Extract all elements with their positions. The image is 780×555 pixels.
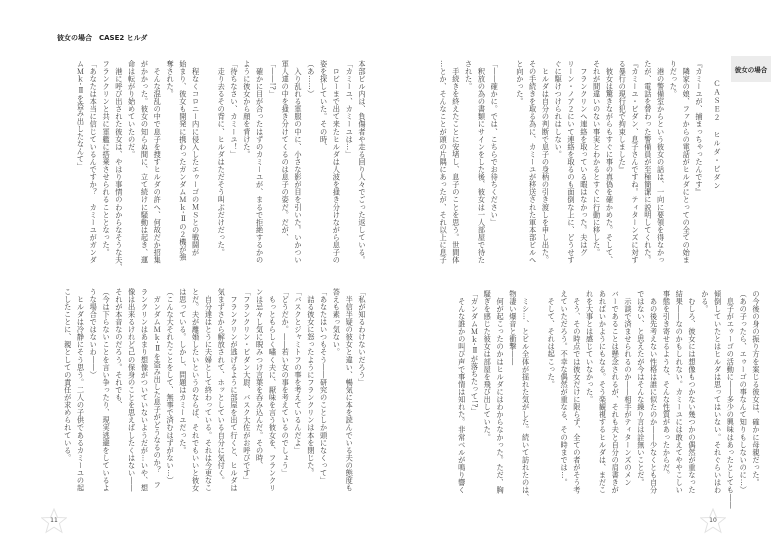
text-line: 自分達はとうに夫婦として終わっている。それは今更なこ bbox=[204, 288, 214, 492]
text-line: 結果――なのかもしれない。カミーユには敢えてややこしい bbox=[675, 290, 685, 494]
text-line: …とか、そんなことが頭の片隅にあったが、それ以上に息子 bbox=[439, 60, 449, 264]
text-line: それが間違いのない事実とわかるとすぐに行動に移した。 bbox=[592, 60, 602, 257]
text-line: かる。 bbox=[700, 290, 710, 313]
text-line: 入り乱れる軍服の中に、小さな影が目を引いた。いかつい bbox=[294, 60, 304, 264]
text-line: 釈放の為の書類にサインをした後、彼女は一人部屋で待た bbox=[477, 60, 487, 264]
text-line: 「――!?」 bbox=[268, 60, 278, 98]
paragraph-break bbox=[500, 60, 513, 272]
text-line: 彼女は驚きながらもすぐに事の真偽を確かめた。そして、 bbox=[605, 60, 615, 264]
text-line: 答えも素っ気ない。 bbox=[332, 288, 342, 356]
text-line: ンは忌々し気に睨みつけ言葉を呑み込んだ。その時、 bbox=[255, 288, 265, 470]
text-line: 『カミーユ・ビダン、息子さんですね。ティターンズに対す bbox=[631, 60, 641, 264]
text-line: あの後先考えない性格は誰に似たのか――少なくとも自分 bbox=[649, 290, 659, 494]
text-line: たが、電話を替わった警備員が至極簡潔に説明してくれた。 bbox=[643, 60, 653, 264]
text-line: 「フランクリン・ビダン大尉、バスク大佐がお呼びです」 bbox=[242, 288, 252, 485]
text-line: そんな混乱の中で息子を捜すヒルダの許へ、何故だか招集 bbox=[153, 60, 163, 264]
text-line: の今後の身の振り方を案じる彼女は、確かに母親だった。 bbox=[752, 290, 761, 487]
text-line: ではない、と思えたが今はそんな繰り言は詮無いことだ。 bbox=[636, 290, 646, 487]
text-line: ムＭｋ-Ⅱを盗み出したなんて」 bbox=[76, 60, 86, 171]
text-line: 「――確かに。では、こちらでお待ちください」 bbox=[490, 60, 500, 227]
text-line: もっともらしく嘯く夫に、厭味を言う彼女を、フランクリ bbox=[268, 288, 278, 492]
page-number-label: 11 bbox=[50, 517, 58, 524]
text-line: がかかった。彼女の知らぬ間に、立て続けに騒動は起き、運 bbox=[140, 60, 150, 264]
page-number-label: 10 bbox=[709, 517, 717, 524]
text-line: ように彼女から顔を背けた。 bbox=[242, 60, 252, 159]
text-line: 軍人達の中を掻き分けてくるのは息子の姿だ。だが、 bbox=[281, 60, 291, 242]
case-title: ＣＡＳＥ２ ヒルダ・ビダン bbox=[713, 80, 721, 191]
body-text-top bbox=[436, 60, 705, 272]
text-line: 港の警備室からという彼女の話は、一向に要領を得なかっ bbox=[656, 60, 666, 264]
text-line: 半信半疑の彼女と違い、暢気に本を読んでいる夫の態度も bbox=[345, 288, 355, 492]
text-line: リーン・ノア２にいて連絡を取るのも面倒な上に、どうせす bbox=[567, 60, 577, 264]
text-line: むしろ、彼女には想像もつかない幾つかの偶然が重なった bbox=[688, 290, 698, 494]
text-line: と向かった。 bbox=[515, 60, 525, 106]
text-line: 何が起こったのかはヒルダにはわからなかった。ただ、胸 bbox=[496, 290, 506, 494]
text-line: 本部ビル内は、負傷者や走る回り人々でごった返している。 bbox=[358, 60, 367, 264]
paragraph-break bbox=[532, 290, 545, 505]
text-line: ランクリンはあまり想像がついていないようだが…いや、想 bbox=[140, 288, 150, 492]
text-line: （あ……） bbox=[306, 60, 316, 98]
text-line: ガンダムＭｋ-Ⅱを盗み出した息子がどうなるのか？ フ bbox=[153, 288, 163, 489]
body-text-top bbox=[74, 60, 368, 270]
text-line: 事態を引き寄せるような、そんな性質があったからだ。 bbox=[662, 290, 672, 479]
text-line: フランクリンと共に軍艦に搭乗させられることとなった。 bbox=[102, 60, 112, 257]
text-line: 走り去るその背に、ヒルダはただそう叫ぶだけだった。 bbox=[217, 60, 227, 257]
text-line: あればいかようにもなる。そう楽観視するヒルダは、まだこ bbox=[598, 290, 608, 494]
text-line: （今は下らないことを言い争ったり、現実逃避をしているよ bbox=[102, 288, 112, 492]
text-line: そんな誰かの叫び声で事情は知れた。非常ベルが鳴り響く bbox=[457, 290, 467, 494]
text-line: 騒ぎを感じた彼女は部屋を飛び出していた。 bbox=[483, 290, 493, 441]
text-line: 程なくコロニー内に侵入したエゥーゴのＭＳとの戦闘が bbox=[191, 60, 201, 257]
text-line: ヒルダは自分の判断で息子の身柄の引き渡しを申し出た。 bbox=[541, 60, 551, 264]
text-line: とだ。夫が離婚したいというのならば、それでもいいと彼女 bbox=[191, 288, 201, 492]
text-line: その手続きを取る為に、カミーユが移送された軍本部ビルへ bbox=[528, 60, 538, 264]
text-line: 示談で済ませられるのか――相手がティターンズのメン bbox=[624, 290, 634, 487]
text-line: ぐに駆けつけられはしない。 bbox=[554, 60, 564, 159]
running-head: 彼女の場合 CASE2 ヒルダ bbox=[57, 34, 148, 42]
text-line: こしたことに、親としての責任が求められている。 bbox=[63, 288, 73, 462]
text-line: 港に呼び出された彼女は、やはり事情のわからなそうな夫、 bbox=[114, 60, 124, 272]
text-line: ミシ…、とビル全体が揺れた気がした。続いて訪れたのは、 bbox=[521, 290, 531, 502]
text-line: （あの子ったら、エゥーゴの事なんて知りもしないのに…） bbox=[739, 290, 749, 494]
text-line: 詰る彼女に怒ったようにフランクリンは本を閉じた。 bbox=[306, 288, 316, 477]
text-line: 「バスクとジャミトフの事を考えているんだよ」 bbox=[294, 288, 304, 455]
right-page bbox=[390, 0, 780, 555]
text-line: 像は出来るけれど己の保身のことを思えばしたくはない―― bbox=[127, 288, 137, 492]
text-line: 『カミーユが、捕まっちゃったんです』 bbox=[695, 60, 704, 196]
text-line: 姿を探していた。その時、 bbox=[319, 60, 329, 151]
paragraph-break bbox=[202, 60, 215, 270]
text-line: れを大事とは感じていなかった。 bbox=[585, 290, 595, 404]
text-line: りだった。 bbox=[669, 60, 679, 98]
text-line: は思っている。しかし、問題はカミーユだった。 bbox=[178, 288, 188, 455]
text-line: 「あなたは本当に信じているんですか？ カミーユがガンダ bbox=[89, 60, 99, 264]
text-line: 気まずさから解放されて、ホッとしている自分に気付く。 bbox=[217, 288, 227, 485]
text-line: ヒルダは冷静にそう思う。二人の子供であるカミーユの起 bbox=[76, 288, 86, 492]
text-line: バーであることは懸念されるが、それも夫と自分の肩書きが bbox=[611, 290, 621, 494]
body-text-bottom bbox=[455, 290, 762, 509]
body-text-bottom bbox=[61, 288, 368, 503]
text-line: 確かに目が合ったはずのカミーユが、まるで拒絶するかの bbox=[255, 60, 265, 264]
text-line: うな場合ではないわ――） bbox=[89, 288, 99, 379]
text-line: 奪された。 bbox=[166, 60, 176, 98]
chapter-tab: 彼女の場合 bbox=[731, 56, 771, 82]
text-line: 手続きを終えたことに安堵し、息子のことを思う。世間体 bbox=[451, 60, 461, 264]
text-line: フランクリンが逃げるように部屋を出て行くと、ヒルダは bbox=[230, 288, 240, 492]
text-line: 傾倒していたとはヒルダは思ってはいない。それぐらいはわ bbox=[713, 290, 723, 494]
text-line: 「私が知るわけないだろう」 bbox=[358, 288, 367, 387]
page-number bbox=[41, 508, 67, 534]
text-line: 「あなたはいつもそう――研究のことしか頭になくって」 bbox=[319, 288, 329, 485]
text-line: 命は転がり始めていたのだ。 bbox=[127, 60, 137, 159]
text-line: フランクリンへ連絡を取っている暇はなかった。夫はグ bbox=[579, 60, 589, 257]
text-line: 「カミーユ、カミーユは…」 bbox=[345, 60, 355, 159]
text-line: 「どうだか。――若い女の事を考えているのでしょう」 bbox=[281, 288, 291, 477]
text-line: （こんな大それたことをして、無事で済むはずがない…） bbox=[166, 288, 176, 485]
text-line: そして、それは起こった。 bbox=[547, 290, 557, 389]
text-line: る暴行の現行犯で拘束しました』 bbox=[618, 60, 628, 174]
text-line: された。 bbox=[464, 60, 474, 91]
text-line: ロビーまで出て来たヒルダは人波を掻き分けながら息子の bbox=[332, 60, 342, 264]
text-line: それが本音なのだろう。それでも、 bbox=[114, 288, 124, 409]
text-line: えていただろう。不幸な偶然が重なる、その時までは…。 bbox=[560, 290, 570, 487]
text-line: 息子がエゥーゴの活動に――多少の興味はあったとしても―― bbox=[726, 290, 736, 509]
text-line: 始まり、彼女も開発に携わったガンダムＭｋ-Ⅱの２機が強 bbox=[178, 60, 188, 261]
text-line: 隣家の娘、ファからの電話がヒルダにとっての全ての始ま bbox=[682, 60, 692, 264]
text-line: そう、その時点では彼女だけに限らず、全ての者がそう考 bbox=[572, 290, 582, 494]
page-number bbox=[700, 508, 726, 534]
text-line: 「ガンダムＭｋ-Ⅱが落ちたって!?」 bbox=[470, 290, 480, 416]
text-line: 物凄い爆音と衝撃―― bbox=[508, 290, 518, 366]
text-line: 「待ちなさい、カミーユ！」 bbox=[230, 60, 240, 159]
